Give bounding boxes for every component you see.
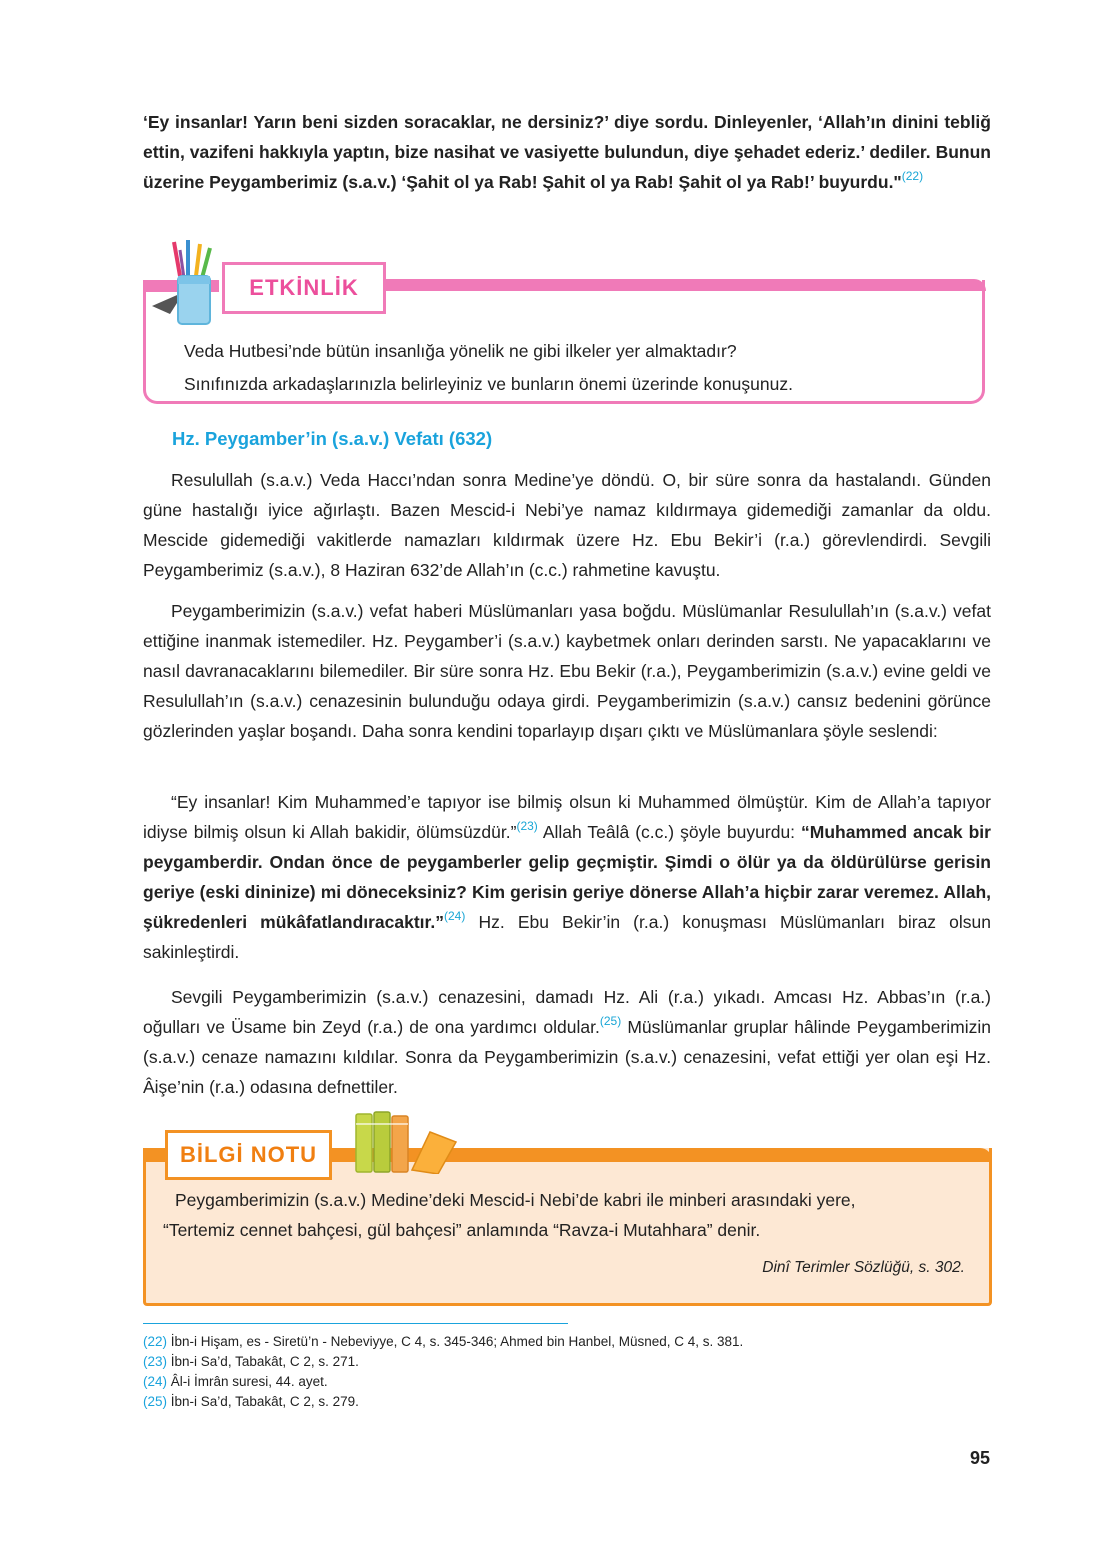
paragraph-3-end: Hz. Ebu Bekir’in (r.a.) konuşması Müslümanları biraz olsun sakinleştirdi.	[143, 912, 991, 962]
footnote-text: İbn-i Hişam, es - Siretü’n - Nebeviyye, C 4, s. 345-346; Ahmed bin Hanbel, Müsned, C 4, s. 381.	[170, 1334, 744, 1349]
footnote-number: (22)	[143, 1334, 168, 1349]
intro-quote	[143, 107, 991, 197]
intro-quote-line3: diye şehadet ederiz.’ dediler. Bunun üzerine Peygamberimiz (s.a.v.) ‘Şahit ol ya Rab! Şahit	[143, 142, 991, 192]
paragraph-4-text-1: Sevgili Peygamberimizin (s.a.v.) cenazesini, damadı Hz. Ali (r.a.) yıkadı. Amcası Hz. Abbas’ın (r.a.) oğulları ve Üsame bin Zeyd (r.a.) de ona yardımcı oldular.	[143, 987, 991, 1037]
activity-title: ETKİNLİK	[222, 262, 386, 314]
footnote-22	[143, 1332, 743, 1352]
paragraph-3-verse: “Muhammed ancak bir peygamberdir. Ondan önce de peygamberler gelip geçmiştir. Şimdi o ölür ya da öldürülürse gerisin geriye (eski dininize) mi döneceksiniz? Kim gerisin geriye dönerse Allah’a hiçbir zarar veremez. Allah, şükredenleri mükâfatlandıracaktır.”	[143, 822, 991, 932]
info-note-title: BİLGİ NOTU	[165, 1130, 332, 1180]
footnote-ref-22[interactable]: (22)	[901, 169, 924, 183]
footnote-ref-25[interactable]: (25)	[599, 1014, 622, 1028]
info-note-source: Dinî Terimler Sözlüğü, s. 302.	[762, 1259, 965, 1276]
info-note-text-2: “Tertemiz cennet bahçesi, gül bahçesi” anlamında “Ravza-i Mutahhara” denir.	[163, 1220, 761, 1240]
activity-border-top	[386, 279, 986, 291]
footnote-23	[143, 1352, 359, 1372]
info-note-text-1: Peygamberimizin (s.a.v.) Medine’deki Mescid-i Nebi’de kabri ile minberi arasındaki yere,	[175, 1190, 856, 1210]
activity-question-1: Veda Hutbesi’nde bütün insanlığa yönelik ne gibi ilkeler yer almaktadır?	[184, 341, 737, 361]
footnote-text: İbn-i Sa’d, Tabakât, C 2, s. 279.	[170, 1394, 359, 1409]
footnote-text: İbn-i Sa’d, Tabakât, C 2, s. 271.	[170, 1354, 359, 1369]
page-number: 95	[969, 1448, 990, 1468]
paragraph-2: Peygamberimizin (s.a.v.) vefat haberi Müslümanları yasa boğdu. Müslümanlar Resulullah’ın (s.a.v.) vefat ettiğine inanmak istemediler. Hz. Peygamber’i (s.a.v.) kaybetmek onları derinden sarstı. Ne yapacaklarını ve nasıl davranacaklarını bilemediler. Bir süre sonra Hz. Ebu Bekir (r.a.), Peygamberimizin (s.a.v.) evine geldi ve Resulullah’ın (s.a.v.) cenazesinin bulunduğu odaya girdi. Peygamberimizin (s.a.v.) cansız bedenini görünce gözlerinden yaşlar boşandı. Daha sonra kendini toparlayıp dışarı çıktı ve Müslümanlara şöyle seslendi:	[143, 601, 991, 741]
footnote-number: (25)	[143, 1394, 168, 1409]
paragraph-3-quote: “Ey insanlar! Kim Muhammed’e tapıyor ise bilmiş olsun ki Muhammed ölmüştür. Kim de Allah’a tapıyor idiyse bilmiş olsun ki Allah bakidir, ölümsüzdür.”	[143, 792, 991, 842]
paragraph-4	[143, 982, 991, 1102]
paragraph-4-text-2: Müslümanlar gruplar hâlinde Peygamberimizin (s.a.v.) cenaze namazını kıldılar. Sonra da Peygamberimizin (s.a.v.) cenazesini, vefat ettiği yer olan eşi Hz. Âişe’nin (r.a.) odasına defnettiler.	[143, 1017, 991, 1097]
footnote-ref-23[interactable]: (23)	[516, 819, 538, 833]
pencil-cup-icon	[150, 236, 222, 328]
activity-question-2: Sınıfınızda arkadaşlarınızla belirleyiniz ve bunların önemi üzerinde konuşunuz.	[184, 374, 793, 394]
intro-quote-line4: ol ya Rab! Şahit ol ya Rab!’ buyurdu."	[590, 172, 902, 192]
footnote-text: Âl-i İmrân suresi, 44. ayet.	[170, 1374, 328, 1389]
section-title: Hz. Peygamber’in (s.a.v.) Vefatı (632)	[172, 428, 493, 449]
footnote-number: (23)	[143, 1354, 168, 1369]
footnote-25	[143, 1392, 359, 1412]
intro-quote-line2: ‘Allah’ın dinini tebliğ ettin, vazifeni hakkıyla yaptın, bize nasihat ve vasiyette bulundun,	[143, 112, 991, 162]
books-icon	[352, 1108, 462, 1174]
footnote-ref-24[interactable]: (24)	[444, 909, 466, 923]
paragraph-1: Resulullah (s.a.v.) Veda Haccı’ndan sonra Medine’ye döndü. O, bir süre sonra da hastalandı. Günden güne hastalığı iyice ağırlaştı. Bazen Mescid-i Nebi’ye namaz kıldırmaya gidemediği zamanlar da oldu. Mescide gidemediği vakitlerde namazları kıldırmak üzere Hz. Ebu Bekir’i (r.a.) görevlendirdi. Sevgili Peygamberimiz (s.a.v.), 8 Haziran 632’de Allah’ın (c.c.) rahmetine kavuştu.	[143, 470, 991, 580]
footnote-number: (24)	[143, 1374, 168, 1389]
info-note-line-1	[163, 1185, 968, 1215]
paragraph-3-text: Allah Teâlâ (c.c.) şöyle buyurdu:	[537, 822, 802, 842]
info-note-line-2	[163, 1215, 968, 1245]
intro-quote-line1: ‘Ey insanlar! Yarın beni sizden soracaklar, ne dersiniz?’ diye sordu. Dinleyenler,	[143, 112, 813, 132]
paragraph-3	[143, 787, 991, 967]
footnote-divider	[143, 1323, 568, 1324]
footnote-24	[143, 1372, 328, 1392]
